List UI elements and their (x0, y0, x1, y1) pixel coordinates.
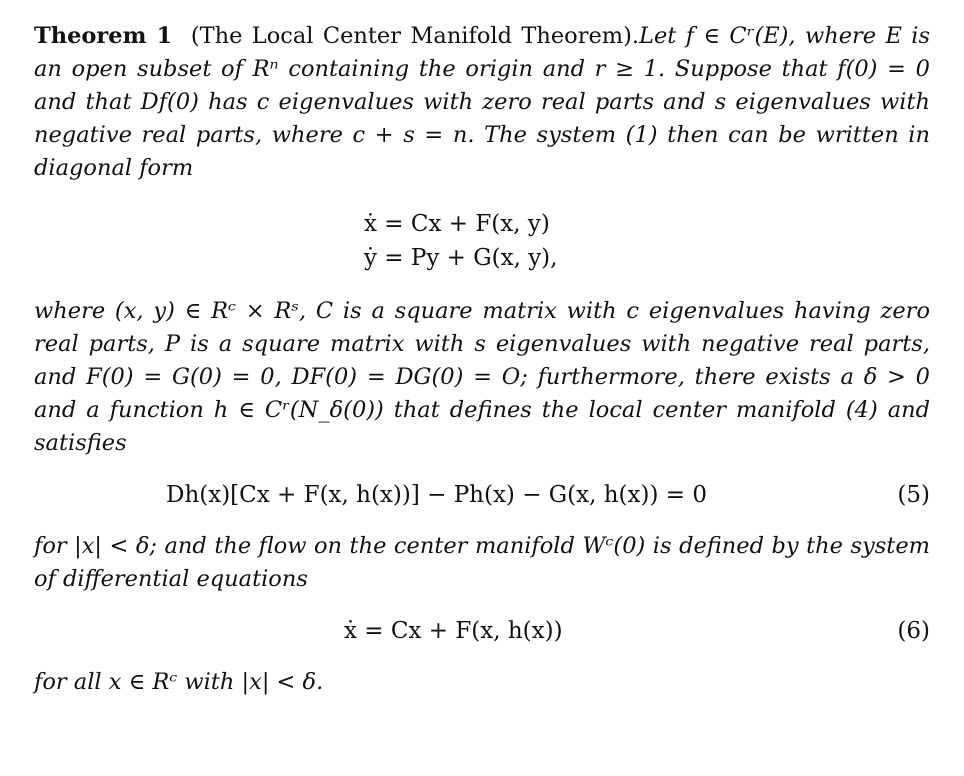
theorem-closing-condition: for all x ∈ Rᶜ with |x| < δ. (34, 669, 324, 695)
equation-6-number: (6) (897, 618, 930, 644)
theorem-statement-intro (34, 20, 930, 185)
theorem-title: (The Local Center Manifold Theorem). (190, 23, 640, 49)
equation-6-line (34, 614, 930, 648)
equation-5-line (34, 478, 930, 512)
center-manifold-flow-text: for |x| < δ; and the flow on the center manifold Wᶜ(0) is defined by the system of differential equations (34, 533, 930, 592)
equation-5-number: (5) (897, 482, 930, 508)
theorem-label: Theorem 1 (34, 23, 173, 49)
equation-5-block (34, 478, 930, 512)
equation-5: Dh(x)[Cx + F(x, h(x))] − Ph(x) − G(x, h(x)) = 0 (166, 482, 707, 508)
equation-line-y (34, 241, 930, 275)
theorem-conditions: where (x, y) ∈ Rᶜ × Rˢ, C is a square matrix with c eigenvalues having zero real parts, P is a square matrix with s eigenvalues with negative real parts, and F(0) = G(0) = 0, DF(0) = DG(0) = O; furthermore, there exists a δ > 0 and a function h ∈ Cʳ(N_δ(0)) that defines the local center manifold (4) and satisfies (34, 298, 930, 456)
equation-x-dot: ẋ = Cx + F(x, y) (364, 211, 550, 237)
system-equations (34, 207, 930, 275)
theorem-intro-text: Let f ∈ Cʳ(E), where E is an open subset of Rⁿ containing the origin and r ≥ 1. Suppose that f(0) = 0 and that Df(0) has c eigenvalues with zero real parts and s eigenvalues with negative real parts, where c + s = n. The system (1) then can be written in diagonal form (34, 23, 930, 181)
equation-6-block (34, 614, 930, 648)
equation-y-dot: ẏ = Py + G(x, y), (364, 245, 558, 271)
equation-6: ẋ = Cx + F(x, h(x)) (344, 618, 563, 644)
equation-line-x (34, 207, 930, 241)
